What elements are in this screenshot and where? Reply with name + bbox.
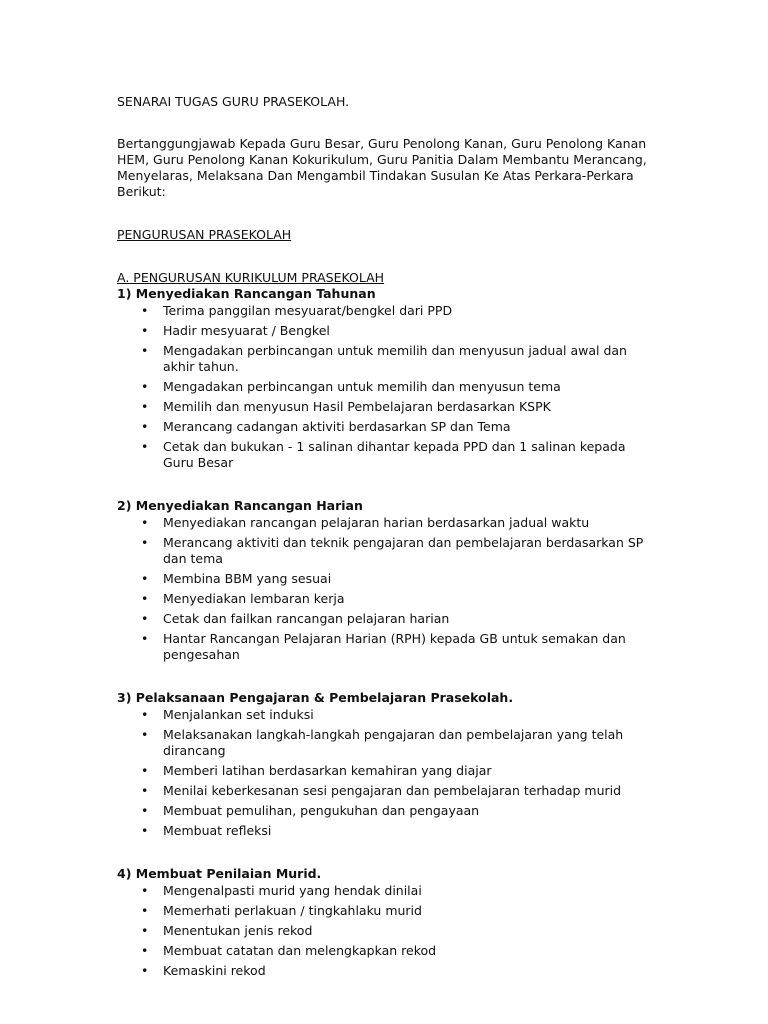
task-section	[117, 286, 657, 471]
list-item: • Mengadakan perbincangan untuk memilih dan menyusun jadual awal dan akhir tahun.	[117, 343, 657, 375]
task-section-heading: 3) Pelaksanaan Pengajaran & Pembelajaran Prasekolah.	[117, 690, 514, 705]
task-section-heading: 2) Menyediakan Rancangan Harian	[117, 498, 363, 513]
list-item: • Cetak dan failkan rancangan pelajaran harian	[117, 611, 657, 627]
list-item: • Mengadakan perbincangan untuk memilih dan menyusun tema	[117, 379, 657, 395]
list-item: • Membuat catatan dan melengkapkan rekod	[117, 943, 657, 959]
task-list	[117, 883, 657, 979]
list-item: • Merancang aktiviti dan teknik pengajaran dan pembelajaran berdasarkan SP dan tema	[117, 535, 657, 567]
task-list	[117, 515, 657, 663]
task-list	[117, 707, 657, 839]
list-item: • Menjalankan set induksi	[117, 707, 657, 723]
list-item: • Cetak dan bukukan - 1 salinan dihantar kepada PPD dan 1 salinan kepada Guru Besar	[117, 439, 657, 471]
task-list	[117, 303, 657, 471]
list-item: • Menilai keberkesanan sesi pengajaran dan pembelajaran terhadap murid	[117, 783, 657, 799]
list-item: • Memilih dan menyusun Hasil Pembelajaran berdasarkan KSPK	[117, 399, 657, 415]
task-section-heading: 1) Menyediakan Rancangan Tahunan	[117, 286, 376, 301]
list-item: • Memerhati perlakuan / tingkahlaku murid	[117, 903, 657, 919]
list-item: • Membuat pemulihan, pengukuhan dan pengayaan	[117, 803, 657, 819]
document-title: SENARAI TUGAS GURU PRASEKOLAH.	[117, 94, 350, 109]
task-section	[117, 498, 657, 663]
task-section	[117, 866, 657, 979]
section-heading: PENGURUSAN PRASEKOLAH	[117, 227, 292, 242]
list-item: • Membina BBM yang sesuai	[117, 571, 657, 587]
list-item: • Hadir mesyuarat / Bengkel	[117, 323, 657, 339]
task-section-heading: 4) Membuat Penilaian Murid.	[117, 866, 322, 881]
document-page	[117, 94, 657, 979]
list-item: • Menyediakan rancangan pelajaran harian berdasarkan jadual waktu	[117, 515, 657, 531]
task-section	[117, 690, 657, 839]
list-item: • Menentukan jenis rekod	[117, 923, 657, 939]
list-item: • Hantar Rancangan Pelajaran Harian (RPH) kepada GB untuk semakan dan pengesahan	[117, 631, 657, 663]
list-item: • Mengenalpasti murid yang hendak dinilai	[117, 883, 657, 899]
intro-paragraph: Bertanggungjawab Kepada Guru Besar, Guru Penolong Kanan, Guru Penolong Kanan HEM, Guru Penolong Kanan Kokurikulum, Guru Panitia Dalam Membantu Merancang, Menyelaras, Melaksana Dan Mengambil Tindakan Susulan Ke Atas Perkara-Perkara Berikut:	[117, 136, 647, 199]
list-item: • Membuat refleksi	[117, 823, 657, 839]
list-item: • Melaksanakan langkah-langkah pengajaran dan pembelajaran yang telah dirancang	[117, 727, 657, 759]
curriculum-heading: A. PENGURUSAN KURIKULUM PRASEKOLAH	[117, 270, 385, 285]
list-item: • Terima panggilan mesyuarat/bengkel dari PPD	[117, 303, 657, 319]
list-item: • Memberi latihan berdasarkan kemahiran yang diajar	[117, 763, 657, 779]
list-item: • Kemaskini rekod	[117, 963, 657, 979]
list-item: • Menyediakan lembaran kerja	[117, 591, 657, 607]
list-item: • Merancang cadangan aktiviti berdasarkan SP dan Tema	[117, 419, 657, 435]
